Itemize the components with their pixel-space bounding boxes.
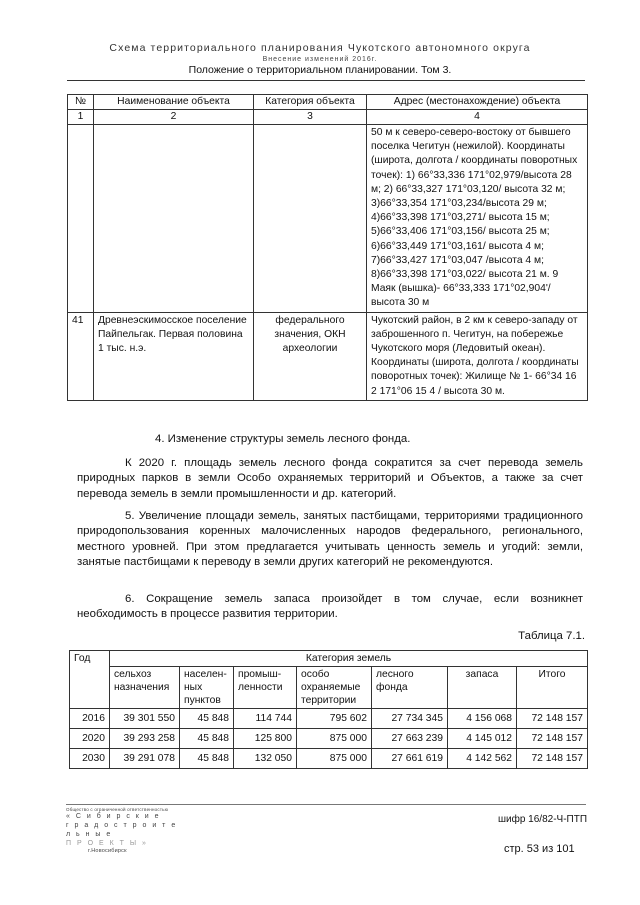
- objects-table: [67, 94, 588, 401]
- land-columns: [70, 667, 588, 709]
- table-row: 2030 39 291 078 45 848 132 050 875 000 27 661 619 4 142 562 72 148 157: [70, 749, 588, 769]
- table-caption: Таблица 7.1.: [518, 630, 585, 642]
- section-item-4: 4. Изменение структуры земель лесного фонда.: [155, 433, 411, 445]
- objects-table-numbering: [68, 110, 588, 125]
- col-settlements: населен-ных пунктов: [180, 667, 234, 709]
- col-agri: сельхоз назначения: [110, 667, 180, 709]
- footer-rule: [66, 804, 586, 805]
- colnum-2: 2: [94, 110, 254, 125]
- paragraph-1: К 2020 г. площадь земель лесного фонда сократится за счет перевода земель природных парков в земли Особо охраняемых территорий и Объектов, а также за счет перевода земель в земли промышленности и др. категорий.: [77, 457, 583, 500]
- page-number: стр. 53 из 101: [504, 843, 575, 855]
- document-cipher: шифр 16/82-Ч-ПТП: [498, 814, 588, 825]
- table-row: [68, 125, 588, 313]
- row-address: Чукотский район, в 2 км к северо-западу от заброшенного п. Чегитун, на побережье Чукотского моря (Ледовитый океан). Координаты (широта, долгота / координаты поворотных точек): Жилище № 1- 66°34 16 2 171°06 15 4 / высота 30 м.: [367, 312, 588, 400]
- col-total: Итого: [517, 667, 588, 709]
- col-name: Наименование объекта: [94, 95, 254, 110]
- row-year: 2020: [70, 729, 110, 749]
- colnum-3: 3: [254, 110, 367, 125]
- col-year: Год: [70, 651, 110, 709]
- col-number: №: [68, 95, 94, 110]
- company-logo: Общество с ограниченной ответственностью « С и б и р с к и е г р а д о с т р о и т е л ь н ы е П Р О Е К Т Ы » г.Новосибирск: [66, 807, 178, 854]
- land-categories-table: [69, 650, 588, 769]
- land-category-header: Категория земель: [110, 651, 588, 667]
- row-name: Древнеэскимосское поселение Пайпельгак. Первая половина 1 тыс. н.э.: [94, 312, 254, 400]
- row-year: 2030: [70, 749, 110, 769]
- document-subtitle: Внесение изменений 2016г.: [262, 56, 378, 63]
- col-category: Категория объекта: [254, 95, 367, 110]
- objects-table-header: [68, 95, 588, 110]
- paragraph-3: 6. Сокращение земель запаса произойдет в том случае, если возникнет необходимость в процессе развития территории.: [77, 593, 583, 621]
- header-rule: [67, 80, 585, 81]
- col-address: Адрес (местонахождение) объекта: [367, 95, 588, 110]
- paragraph-2: 5. Увеличение площади земель, занятых пастбищами, территориями традиционного природопользования коренных малочисленных народов федерального, регионального, местного уровней. При этом предлагается учитывать ценность земель и угодий: земли, занятые пастбищами к переводу в земли других категорий не рекомендуются.: [77, 510, 583, 569]
- row-category: федерального значения, ОКН археологии: [254, 312, 367, 400]
- colnum-4: 4: [367, 110, 588, 125]
- colnum-1: 1: [68, 110, 94, 125]
- table-row: 2016 39 301 550 45 848 114 744 795 602 27 734 345 4 156 068 72 148 157: [70, 709, 588, 729]
- row-address: 50 м к северо-северо-востоку от бывшего поселка Чегитун (нежилой). Координаты (широта, долгота / координаты поворотных точек): 1) 66°33,336 171°02,979/высота 28 м; 2) 66°33,327 171°03,120/ высота 32 м; 3)66°33,354 171°03,234/высота 29 м; 4)66°33,398 171°03,271/ высота 15 м; 5)66°33,406 171°03,156/ высота 25 м; 6)66°33,449 171°03,161/ высота 4 м; 7)66°33,427 171°03,047 /высота 4 м; 8)66°33,398 171°03,022/ высота 21 м. 9 Маяк (вышка)- 66°33,333 171°02,904'/высота 30 м: [367, 125, 588, 313]
- row-number: 41: [68, 312, 94, 400]
- col-reserve: запаса: [448, 667, 517, 709]
- col-forest: лесного фонда: [372, 667, 448, 709]
- col-protected: особо охраняемые территории: [297, 667, 372, 709]
- document-volume: Положение о территориальном планировании. Том 3.: [188, 64, 452, 76]
- document-title: Схема территориального планирования Чукотского автономного округа: [109, 42, 531, 54]
- table-row: 2020 39 293 258 45 848 125 800 875 000 27 663 239 4 145 012 72 148 157: [70, 729, 588, 749]
- row-year: 2016: [70, 709, 110, 729]
- col-industry: промыш-ленности: [234, 667, 297, 709]
- table-row: [68, 312, 588, 400]
